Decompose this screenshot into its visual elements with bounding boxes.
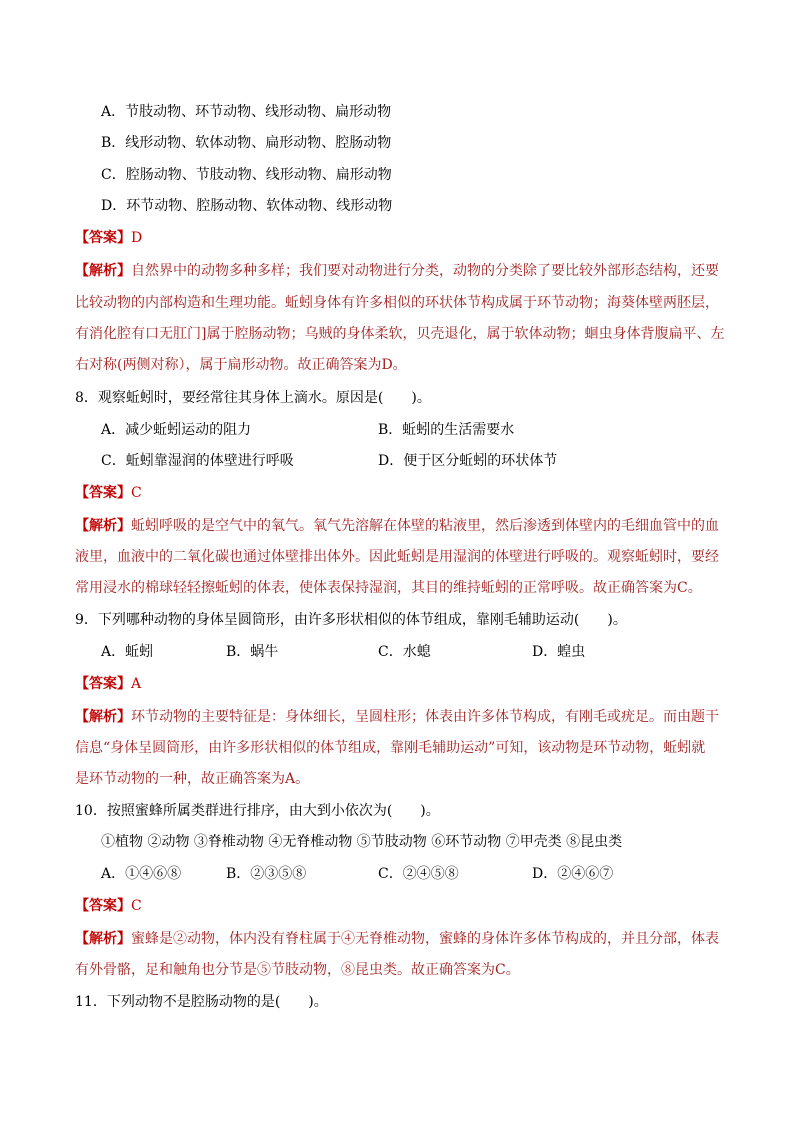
answer-value: A (131, 676, 142, 692)
answer-value: C (131, 485, 142, 501)
q7-analysis-line-2: 比较动物的内部构造和生理功能。蚯蚓身体有许多相似的环状体节构成属于环节动物；海葵体壁两胚层， (75, 295, 719, 311)
q8-option-b: B．蚯蚓的生活需要水 (378, 422, 515, 438)
q10-option-c: C．②④⑤⑧ (378, 866, 459, 882)
analysis-text: 环节动物的主要特征是：身体细长，呈圆柱形；体表由许多体节构成，有刚毛或疣足。而由题干 (131, 709, 719, 725)
q10-analysis-line-1 (75, 929, 719, 949)
q9-option-a: A．蚯蚓 (101, 644, 154, 660)
analysis-tag: 【解析】 (75, 709, 131, 725)
analysis-text: 蜜蜂是②动物，体内没有脊柱属于④无脊椎动物，蜜蜂的身体许多体节构成的，并且分部，体表 (131, 931, 719, 947)
q8-option-a: A．减少蚯蚓运动的阻力 (101, 422, 252, 438)
answer-tag: 【答案】 (75, 230, 131, 246)
q8-analysis-line-1 (75, 516, 719, 536)
q7-analysis-line-1 (75, 261, 719, 281)
q9-stem: 9．下列哪种动物的身体呈圆筒形，由许多形状相似的体节组成，靠刚毛辅助运动( )。 (75, 612, 627, 628)
q7-analysis-line-4: 右对称(两侧对称），属于扁形动物。故正确答案为D。 (75, 357, 407, 373)
q8-answer (75, 483, 142, 503)
q9-answer (75, 674, 141, 694)
analysis-text: 自然界中的动物多种多样；我们要对动物进行分类，动物的分类除了要比较外部形态结构，还要 (131, 263, 719, 279)
q9-option-c: C．水螅 (378, 644, 431, 660)
q8-option-d: D．便于区分蚯蚓的环状体节 (378, 453, 558, 469)
q8-analysis-line-3: 常用浸水的棉球轻轻擦蚯蚓的体表，使体表保持湿润，其目的维持蚯蚓的正常呼吸。故正确答案为C。 (75, 580, 702, 596)
q8-stem: 8．观察蚯蚓时，要经常往其身体上滴水。原因是( )。 (75, 390, 431, 406)
answer-value: D (131, 230, 143, 246)
q10-analysis-line-2: 有外骨骼，足和触角也分节是⑤节肢动物，⑧昆虫类。故正确答案为C。 (75, 962, 520, 978)
q9-analysis-line-1 (75, 707, 719, 727)
q8-option-c: C．蚯蚓靠湿润的体壁进行呼吸 (101, 453, 294, 469)
analysis-tag: 【解析】 (75, 518, 131, 534)
q7-option-d: D．环节动物、腔肠动物、软体动物、线形动物 (101, 198, 393, 214)
q10-stem: 10．按照蜜蜂所属类群进行排序，由大到小依次为( )。 (75, 803, 440, 819)
analysis-tag: 【解析】 (75, 263, 131, 279)
answer-tag: 【答案】 (75, 898, 131, 914)
q10-items: ①植物 ②动物 ③脊椎动物 ④无脊椎动物 ⑤节肢动物 ⑥环节动物 ⑦甲壳类 ⑧昆虫类 (101, 834, 623, 850)
q10-option-a: A．①④⑥⑧ (101, 866, 182, 882)
answer-value: C (131, 898, 142, 914)
q9-option-b: B．蜗牛 (226, 644, 279, 660)
q10-option-d: D．②④⑥⑦ (532, 866, 614, 882)
q7-answer (75, 228, 142, 248)
q7-option-b: B．线形动物、软体动物、扁形动物、腔肠动物 (101, 135, 392, 151)
q9-option-d: D．蝗虫 (532, 644, 586, 660)
q7-analysis-line-3: 有消化腔有口无肛门]属于腔肠动物；乌贼的身体柔软，贝壳退化，属于软体动物；蛔虫身体背腹扁平、左 (75, 326, 725, 342)
q8-analysis-line-2: 液里，血液中的二氧化碳也通过体壁排出体外。因此蚯蚓是用湿润的体壁进行呼吸的。观察蚯蚓时，要经 (75, 549, 719, 565)
q7-option-a: A．节肢动物、环节动物、线形动物、扁形动物 (101, 104, 392, 120)
analysis-tag: 【解析】 (75, 931, 131, 947)
q11-stem: 11．下列动物不是腔肠动物的是( )。 (75, 994, 328, 1010)
q9-analysis-line-2: 信息“身体呈圆筒形，由许多形状相似的体节组成，靠刚毛辅助运动”可知，该动物是环节动物，蚯蚓就 (75, 740, 706, 756)
answer-tag: 【答案】 (75, 485, 131, 501)
q10-answer (75, 896, 142, 916)
analysis-text: 蚯蚓呼吸的是空气中的氧气。氧气先溶解在体壁的粘液里，然后渗透到体壁内的毛细血管中的血 (131, 518, 719, 534)
q7-option-c: C．腔肠动物、节肢动物、线形动物、扁形动物 (101, 167, 392, 183)
q10-option-b: B．②③⑤⑧ (226, 866, 307, 882)
answer-tag: 【答案】 (75, 676, 131, 692)
q9-analysis-line-3: 是环节动物的一种，故正确答案为A。 (75, 771, 310, 787)
